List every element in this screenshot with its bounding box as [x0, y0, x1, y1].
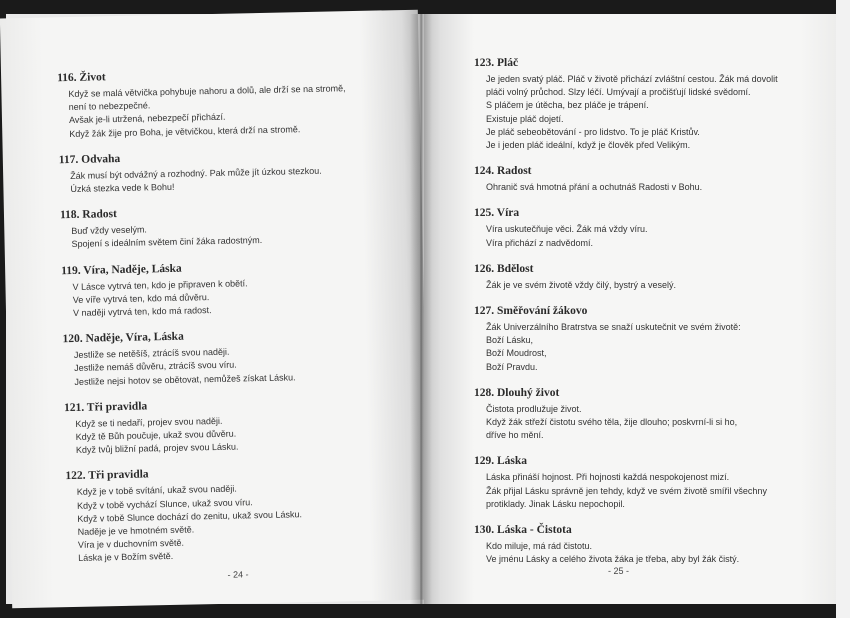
verse-line: Když v tobě Slunce dochází do zenitu, ukaž svou Lásku.: [77, 509, 303, 524]
verse-line: Když se malá větvička pohybuje nahoru a dolů, ale drží se na stromě,: [68, 83, 346, 100]
verse-line: Jestliže se netěšíš, ztrácíš svou naději.: [73, 346, 230, 361]
verse-line: Ve víře vytrvá ten, kdo má důvěru.: [72, 291, 210, 305]
verse-heading: 128. Dlouhý život: [474, 386, 560, 399]
verse-line: Existuje pláč dojetí.: [486, 113, 564, 124]
verse-line: Avšak je-li utržená, nebezpečí přichází.: [68, 112, 226, 126]
verse-line: Kdo miluje, má rád čistotu.: [486, 541, 593, 552]
verse-section: [474, 206, 819, 249]
verse-section: [60, 202, 391, 252]
verse-line: Když žák žije pro Boha, je větvičkou, která drží na stromě.: [69, 123, 301, 139]
verse-line: Jestliže nejsi hotov se obětovat, nemůžeš získat Lásku.: [74, 371, 296, 387]
verse-line: Láska je v Božím světě.: [78, 551, 174, 564]
verse-line: Žák Univerzálního Bratrstva se snaží uskutečnit ve svém životě:: [486, 322, 741, 333]
right-page-number: - 25 -: [608, 566, 630, 576]
verse-line: Když tě Bůh poučuje, ukaž svou důvěru.: [75, 428, 237, 442]
verse-line: S pláčem je útěcha, bez pláče je trápení.: [486, 100, 649, 111]
verse-line: Žák přijal Lásku správně jen tehdy, když ve svém životě smířil všechny: [486, 485, 767, 496]
verse-line: Jestliže nemáš důvěru, ztrácíš svou víru.: [74, 359, 237, 374]
verse-line: Víra je v duchovním světě.: [77, 537, 185, 551]
verse-section: [474, 386, 819, 443]
verse-line: Láska přináší hojnost. Při hojnosti každá nespokojenost mizí.: [486, 472, 730, 483]
verse-line: Když se ti nedaří, projev svou naději.: [75, 415, 223, 429]
verse-line: Víra přichází z nadvědomí.: [486, 237, 594, 248]
verse-line: Žák je ve svém životě vždy čilý, bystrý a veselý.: [486, 279, 677, 290]
verse-line: Úzká stezka vede k Bohu!: [70, 181, 175, 195]
verse-line: Buď vždy veselým.: [71, 224, 147, 237]
left-page: [0, 10, 430, 609]
verse-section: [474, 56, 819, 152]
verse-line: Ve jménu Lásky a celého života žáka je třeba, aby byl žák čistý.: [486, 554, 740, 565]
verse-line: Víra uskutečňuje věci. Žák má vždy víru.: [486, 224, 648, 235]
verse-heading: 119. Víra, Naděje, Láska: [61, 262, 182, 277]
verse-heading: 116. Život: [57, 71, 106, 85]
verse-line: V naději vytrvá ten, kdo má radost.: [72, 305, 212, 319]
verse-line: Je pláč sebeobětování - pro lidstvo. To je pláč Kristův.: [486, 126, 700, 137]
verse-heading: 126. Bdělost: [474, 262, 534, 275]
verse-heading: 123. Pláč: [474, 57, 519, 69]
verse-heading: 122. Tři pravidla: [65, 468, 149, 483]
verse-heading: 129. Láska: [474, 455, 528, 468]
verse-section: [65, 463, 397, 566]
book-spread: [6, 14, 842, 604]
left-page-content: [57, 64, 398, 580]
verse-line: V Lásce vytrvá ten, kdo je připraven k obětí.: [72, 277, 248, 292]
verse-line: Je i jeden pláč ideální, když je člověk před Velikým.: [486, 140, 691, 151]
verse-heading: 120. Naděje, Víra, Láska: [62, 330, 184, 346]
right-page: [424, 14, 842, 604]
verse-heading: 130. Láska - Čistota: [474, 524, 572, 537]
verse-section: [474, 523, 819, 566]
verse-section: [474, 164, 819, 194]
verse-heading: 118. Radost: [59, 208, 117, 222]
verse-line: Boží Lásku,: [486, 335, 534, 346]
verse-line: Spojení s ideálním světem činí žáka radostným.: [71, 235, 263, 250]
left-page-number: - 24 -: [227, 569, 249, 580]
verse-line: dříve ho mění.: [486, 430, 544, 441]
verse-heading: 125. Víra: [474, 207, 520, 220]
verse-heading: 121. Tři pravidla: [63, 400, 148, 415]
verse-line: Ohranič svá hmotná přání a ochutnáš Radosti v Bohu.: [486, 182, 703, 193]
verse-line: Naděje je ve hmotném světě.: [77, 524, 195, 537]
verse-line: protiklady. Jinak Lásku nepochopil.: [486, 498, 625, 509]
verse-line: Když tvůj bližní padá, projev svou Lásku.: [75, 441, 239, 456]
verse-section: [61, 257, 392, 321]
verse-line: Žák musí být odvážný a rozhodný. Pak může jít úzkou stezkou.: [70, 165, 322, 181]
verse-heading: 117. Odvaha: [58, 152, 121, 167]
verse-section: [474, 304, 819, 374]
verse-section: [57, 64, 388, 141]
verse-line: Je jeden svatý pláč. Pláč v životě přichází zvláštní cestou. Žák má dovolit: [486, 74, 778, 84]
verse-line: pláči volný průchod. Slzy léčí. Umývají a pročišťují lidské svědomí.: [486, 87, 751, 98]
verse-line: Když v tobě vychází Slunce, ukaž svou víru.: [76, 496, 253, 511]
verse-section: [62, 326, 393, 390]
verse-line: Čistota prodlužuje život.: [486, 403, 582, 414]
verse-section: [64, 394, 395, 458]
verse-section: [474, 454, 819, 511]
verse-line: není to nebezpečné.: [68, 100, 151, 113]
verse-line: Když je v tobě svítání, ukaž svou naději.: [76, 484, 237, 498]
right-page-content: [474, 56, 819, 578]
verse-line: Když žák střeží čistotu svého těla, žije dlouho; poskvrní-li si ho,: [486, 417, 738, 428]
verse-heading: 127. Směřování žákovo: [474, 305, 588, 318]
verse-line: Boží Pravdu.: [486, 361, 538, 372]
verse-line: Boží Moudrost,: [486, 348, 547, 359]
verse-section: [474, 262, 819, 292]
verse-section: [59, 146, 390, 196]
verse-heading: 124. Radost: [474, 165, 532, 178]
page-edge: [836, 0, 850, 618]
